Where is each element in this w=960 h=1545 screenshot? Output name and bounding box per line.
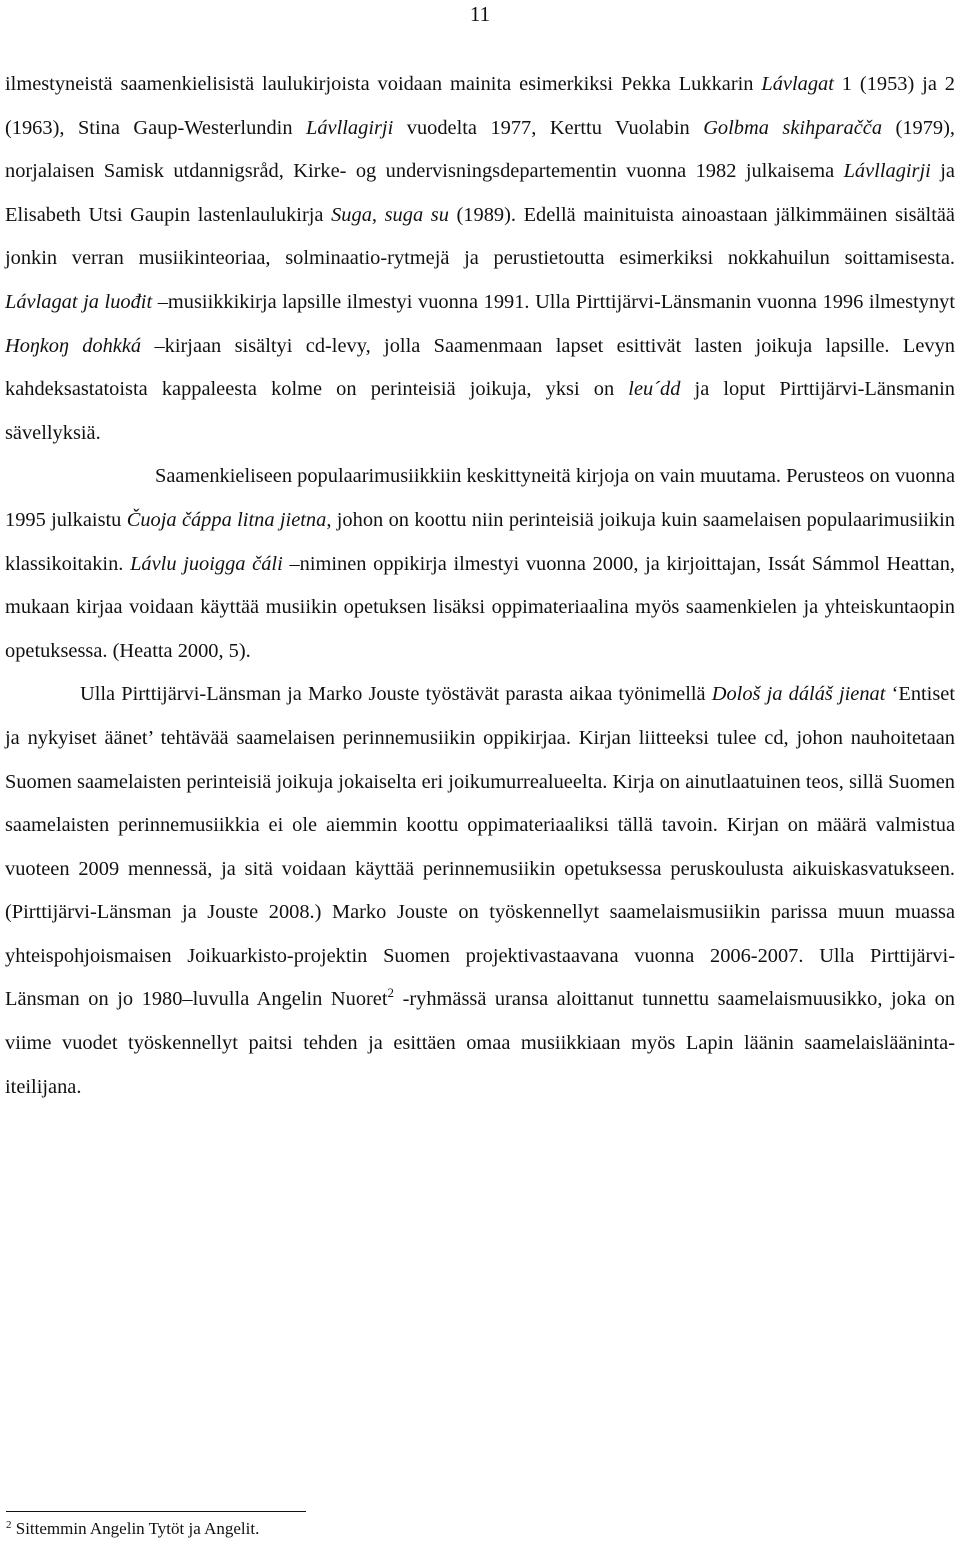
- footnote-reference: 2: [387, 985, 395, 1001]
- italic-title: Lávllagirji: [843, 160, 931, 183]
- footnote-text: Sittemmin Angelin Tytöt ja Angelit.: [11, 1519, 260, 1538]
- text-run: Ulla Pirttijärvi-Länsman ja Marko Jouste työstävät parasta aikaa työnimellä: [80, 683, 712, 706]
- text-run: ilmestyneistä saamenkielisistä laulukirjoista voidaan mainita esimerkiksi Pekka Lukkarin: [5, 73, 762, 95]
- text-run: –musiikkikirja lapsille ilmestyi vuonna 1991. Ulla Pirttijärvi-Länsmanin vuonna 1996 ilmestynyt: [152, 290, 955, 313]
- page-number: 11: [469, 2, 491, 26]
- italic-title: Suga, suga su: [331, 203, 449, 226]
- text-run: 1 (1953) ja 2 (1963), Stina Gaup-Westerlundin: [5, 73, 955, 139]
- italic-title: Dološ ja dáláš jienat: [711, 683, 886, 706]
- text-run: (1989). Edellä mainituista ainoastaan jälkimmäinen sisältää jonkin verran musiikinteoriaa, solminaatio-rytmejä ja perustietoutta esimerkiksi nokkahuilun soittamisesta.: [5, 203, 955, 270]
- paragraph: [5, 673, 955, 1109]
- italic-title: Lávlagat ja luođit: [5, 290, 153, 313]
- text-run: vuodelta 1977, Kerttu Vuolabin: [393, 116, 704, 139]
- text-run: ja Elisabeth Utsi Gaupin lastenlaulukirja: [5, 160, 955, 226]
- paragraph: [5, 63, 955, 455]
- text-run: -ryhmässä uransa aloittanut tunnettu saamelaismuusikko, joka on viime vuodet työskennellyt paitsi tehden ja esittäen omaa musiikkiaan myös Lapin läänin saamelaisläänintaiteilijana.: [5, 988, 956, 1098]
- text-run: –niminen oppikirja ilmestyi vuonna 2000, ja kirjoittajan, Issát Sámmol Heattan, mukaan kirjaa voidaan käyttää musiikin opetuksen lisäksi oppimateriaalina myös saamenkielen ja yhteiskuntaopin opetuksessa. (Heatta 2000, 5).: [5, 552, 955, 662]
- italic-title: Golbma skihparačča: [703, 116, 883, 139]
- italic-title: Čuoja čáppa litna jietna: [126, 508, 327, 531]
- text-run: Saamenkieliseen populaarimusiikkiin keskittyneitä kirjoja on vain muutama. Perusteos on vuonna 1995 julkaistu: [5, 465, 955, 531]
- italic-title: leu´dd: [628, 378, 681, 401]
- text-run: –kirjaan sisältyi cd-levy, jolla Saamenmaan lapset esittivät lasten joikuja lapsille. Levyn kahdeksastatoista kappaleesta kolme on perinteisiä joikuja, yksi on: [5, 334, 955, 401]
- text-run: ja loput Pirttijärvi-Länsmanin sävellyksiä.: [5, 378, 955, 444]
- italic-title: Lávlagat: [761, 73, 834, 95]
- footnote-separator: [6, 1511, 306, 1512]
- italic-title: Lávlu juoigga čáli: [130, 552, 283, 575]
- footnote-marker: 2: [6, 1519, 12, 1531]
- footnote: [6, 1518, 906, 1540]
- italic-title: Lávllagirji: [306, 116, 394, 139]
- italic-title: Hoŋkoŋ dohkká: [5, 334, 142, 357]
- text-run: ‘Entiset ja nykyiset äänet’ tehtävää saamelaisen perinnemusiikin oppikirjaa. Kirjan liitteeksi tulee cd, johon nauhoitetaan Suomen saamelaisten perinteisiä joikuja jokaiselta eri joikumurrealueelta. Kirja on ainutlaatuinen teos, sillä Suomen saamelaisten perinnemusiikkia ei ole aiemmin koottu oppimateriaaliksi tällä tavoin. Kirjan on määrä valmistua vuoteen 2009 mennessä, ja sitä voidaan käyttää perinnemusiikin opetuksessa peruskoulusta aikuiskasvatukseen. (Pirttijärvi-Länsman ja Jouste 2008.) Marko Jouste on työskennellyt saamelaismusiikin parissa muun muassa yhteispohjoismaisen Joikuarkisto-projektin Suomen projektivastaavana vuonna 2006-2007. Ulla Pirttijärvi-Länsman on jo 1980–luvulla Angelin Nuoret: [5, 683, 955, 1011]
- paragraph: [5, 455, 955, 673]
- text-run: (1979), norjalaisen Samisk utdannigsråd, Kirke- og undervisningsdepartementin vuonna 1982 julkaisema: [5, 116, 955, 183]
- text-run: , johon on koottu niin perinteisiä joikuja kuin saamelaisen populaarimusiikin klassikoitakin.: [5, 508, 955, 575]
- body-text: [5, 63, 955, 1109]
